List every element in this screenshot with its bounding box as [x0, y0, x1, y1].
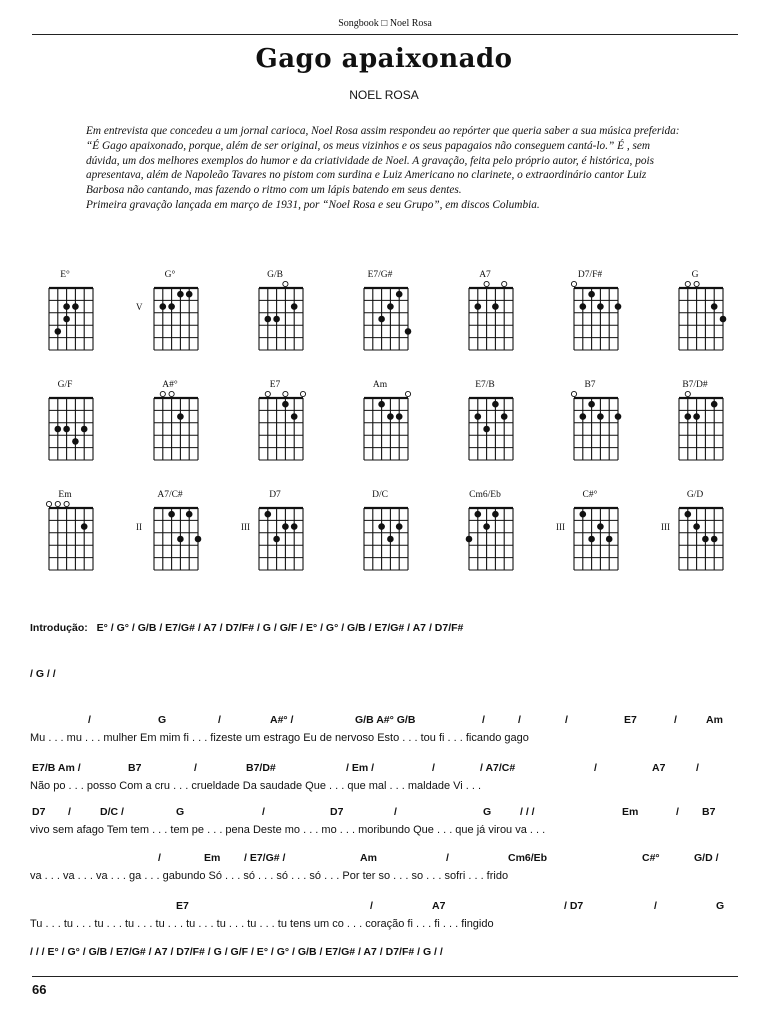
chord-grid	[150, 282, 202, 354]
finger-dot	[168, 303, 175, 310]
chord-symbol: /	[446, 852, 449, 864]
chord-name: C#°	[582, 490, 598, 500]
chord-diagram	[245, 380, 335, 480]
finger-dot	[387, 536, 394, 543]
finger-dot	[55, 328, 62, 335]
chord-symbol: /	[482, 714, 485, 726]
chord-symbol: / Em /	[346, 762, 375, 774]
running-head-text: Songbook □ Noel Rosa	[338, 18, 432, 29]
fret-position: V	[136, 302, 143, 312]
finger-dot	[282, 401, 289, 408]
chord-symbol: D/C /	[100, 806, 124, 818]
chord-symbol: D7	[330, 806, 344, 818]
open-string-marker	[169, 391, 174, 396]
finger-dot	[597, 303, 604, 310]
fret-position: III	[556, 522, 565, 532]
chord-name: A#°	[162, 380, 178, 390]
chord-grid	[570, 392, 622, 464]
finger-dot	[475, 413, 482, 420]
chord-grid	[675, 502, 727, 574]
chord-symbol: A#° /	[270, 714, 294, 726]
chord-name: Em	[58, 490, 72, 500]
chord-grid	[675, 392, 727, 464]
chord-symbol: Am	[360, 852, 377, 864]
chord-diagram	[245, 270, 335, 370]
chord-diagram	[136, 270, 230, 370]
chord-grid	[255, 392, 307, 464]
chord-diagram	[556, 490, 650, 590]
introducao-line-2: / G / /	[30, 668, 56, 680]
finger-dot	[186, 291, 193, 298]
chord-name: D/C	[372, 490, 388, 500]
introducao-chords: E° / G° / G/B / E7/G# / A7 / D7/F# / G / G/F / E° / G° / G/B / E7/G# / A7 / D7/F#	[96, 622, 464, 634]
chord-symbol: G	[716, 900, 725, 912]
open-string-marker	[502, 281, 507, 286]
open-string-marker	[160, 391, 165, 396]
chord-symbol: G/D /	[694, 852, 719, 864]
finger-dot	[483, 426, 490, 433]
chord-diagrams	[0, 270, 768, 590]
chord-grid	[255, 282, 307, 354]
finger-dot	[492, 401, 499, 408]
finger-dot	[81, 426, 88, 433]
finger-dot	[466, 536, 473, 543]
chord-grid	[465, 392, 517, 464]
chord-name: E7	[269, 380, 281, 390]
chord-name: B7/D#	[682, 380, 708, 390]
finger-dot	[693, 523, 700, 530]
fret-position: II	[136, 522, 142, 532]
chord-symbol: /	[696, 762, 699, 774]
chord-symbol: /	[594, 762, 597, 774]
finger-dot	[387, 413, 394, 420]
chord-diagram	[35, 380, 125, 480]
chord-symbol: / A7/C#	[480, 762, 516, 774]
chord-symbol: E7/B Am /	[32, 762, 81, 774]
chord-symbol: Cm6/Eb	[508, 852, 548, 864]
intro-recording-note: Primeira gravação lançada em março de 1931, por “Noel Rosa e seu Grupo”, em discos Columbia.	[86, 198, 540, 211]
chord-diagram	[661, 490, 755, 590]
finger-dot	[693, 413, 700, 420]
footer-rule	[32, 976, 738, 977]
finger-dot	[685, 511, 692, 518]
chord-symbol: G	[158, 714, 167, 726]
chord-name: D7	[269, 490, 281, 500]
chord-symbol: / E7/G# /	[244, 852, 286, 864]
chord-diagram	[350, 380, 440, 480]
finger-dot	[588, 401, 595, 408]
chord-symbol: /	[676, 806, 679, 818]
chord-name: G	[691, 270, 699, 280]
open-string-marker	[283, 391, 288, 396]
finger-dot	[588, 536, 595, 543]
chord-diagram	[455, 270, 545, 370]
chord-symbol: /	[370, 900, 373, 912]
finger-dot	[475, 303, 482, 310]
finger-dot	[282, 523, 289, 530]
finger-dot	[580, 511, 587, 518]
finger-dot	[702, 536, 709, 543]
chord-name: E°	[60, 270, 70, 280]
finger-dot	[177, 413, 184, 420]
finger-dot	[606, 536, 613, 543]
chord-diagram	[560, 380, 650, 480]
finger-dot	[291, 413, 298, 420]
chord-grid	[150, 392, 202, 464]
finger-dot	[63, 426, 70, 433]
open-string-marker	[685, 281, 690, 286]
chord-grid	[45, 282, 97, 354]
finger-dot	[291, 303, 298, 310]
chord-diagram	[665, 380, 755, 480]
chord-grid	[570, 282, 622, 354]
chord-symbol: Em	[204, 852, 221, 864]
chord-diagram	[560, 270, 650, 370]
chord-name: B7	[584, 380, 596, 390]
chord-symbol: / / /	[520, 806, 535, 818]
chord-grid	[465, 282, 517, 354]
finger-dot	[177, 291, 184, 298]
chord-grid	[45, 392, 97, 464]
finger-dot	[711, 536, 718, 543]
chord-symbol: G/B A#° G/B	[355, 714, 416, 726]
chord-diagram	[455, 380, 545, 480]
finger-dot	[483, 523, 490, 530]
finger-dot	[195, 536, 202, 543]
chord-grid	[465, 502, 517, 574]
finger-dot	[168, 511, 175, 518]
chord-name: G/F	[57, 380, 73, 390]
running-header	[32, 14, 738, 35]
open-string-marker	[46, 501, 51, 506]
chord-symbol: /	[88, 714, 91, 726]
finger-dot	[63, 316, 70, 323]
open-string-marker	[571, 281, 576, 286]
open-string-marker	[571, 391, 576, 396]
lyric-line: Não po . . . posso Com a cru . . . crueldade Da saudade Que . . . que mal . . . maldade Vi . . .	[30, 780, 482, 792]
open-string-marker	[694, 281, 699, 286]
finger-dot	[291, 523, 298, 530]
chord-diagram	[140, 380, 230, 480]
outro-line: / / / E° / G° / G/B / E7/G# / A7 / D7/F# / G / G/F / E° / G° / G/B / E7/G# / A7 / D7/F# / G / /	[30, 946, 443, 958]
chord-symbol: B7	[128, 762, 142, 774]
song-author: NOEL ROSA	[349, 88, 419, 102]
chord-diagram	[35, 270, 125, 370]
chord-diagram	[241, 490, 335, 590]
chord-symbol: /	[218, 714, 221, 726]
page-number: 66	[32, 982, 47, 997]
open-string-marker	[300, 391, 305, 396]
open-string-marker	[55, 501, 60, 506]
finger-dot	[492, 511, 499, 518]
chord-symbol: G	[483, 806, 492, 818]
finger-dot	[265, 511, 272, 518]
lyric-line: va . . . va . . . va . . . ga . . . gabundo Só . . . só . . . só . . . só . . . Por ter so . . . so . . . sofri . . . frido	[30, 870, 509, 882]
lyric-line: Tu . . . tu . . . tu . . . tu . . . tu . . . tu . . . tu . . . tu . . . tu tens um co . . . coração fi . . . fi . . . fingido	[30, 918, 494, 930]
finger-dot	[72, 303, 79, 310]
chord-symbol: /	[565, 714, 568, 726]
open-string-marker	[64, 501, 69, 506]
chord-name: Cm6/Eb	[469, 490, 501, 500]
finger-dot	[378, 316, 385, 323]
chord-grid	[360, 392, 412, 464]
chord-name: A7/C#	[157, 490, 183, 500]
chord-name: D7/F#	[577, 270, 603, 280]
finger-dot	[396, 413, 403, 420]
fret-position: III	[661, 522, 670, 532]
chord-symbol: /	[262, 806, 265, 818]
finger-dot	[265, 316, 272, 323]
chord-name: E7/G#	[367, 270, 393, 280]
finger-dot	[580, 413, 587, 420]
chord-symbol: /	[518, 714, 521, 726]
chord-grid	[150, 502, 202, 574]
finger-dot	[160, 303, 167, 310]
finger-dot	[685, 413, 692, 420]
intro-text	[86, 124, 686, 213]
finger-dot	[378, 523, 385, 530]
finger-dot	[588, 291, 595, 298]
intro-paragraph: Em entrevista que concedeu a um jornal carioca, Noel Rosa assim respondeu ao repórter que queria saber a sua música preferida: “É Gago apaixonado, porque, além de ser original, os meus vizinhos e os seus papagaios não conseguem cantá-lo.” É , sem dúvida, um dos melhores exemplos do humor e da criatividade de Noel. A gravação, feita pelo próprio autor, é histórica, pois apresentava, além de Napoleão Tavares no pistom com surdina e Luiz Americano no clarinete, o extraordinário cantor Luiz Barbosa não cantando, mas fazendo o ritmo com um lápis batendo em seus dentes.	[86, 125, 680, 197]
finger-dot	[597, 413, 604, 420]
finger-dot	[711, 303, 718, 310]
finger-dot	[81, 523, 88, 530]
finger-dot	[55, 426, 62, 433]
chord-symbol: E7	[176, 900, 189, 912]
chord-grid	[675, 282, 727, 354]
chord-symbol: /	[394, 806, 397, 818]
chord-symbol: C#°	[642, 852, 660, 864]
chord-symbol: Em	[622, 806, 639, 818]
chord-diagram	[136, 490, 230, 590]
finger-dot	[720, 316, 727, 323]
finger-dot	[186, 511, 193, 518]
finger-dot	[177, 536, 184, 543]
finger-dot	[615, 413, 622, 420]
song-title: Gago apaixonado	[255, 44, 513, 74]
chord-diagram	[455, 490, 545, 590]
chord-name: Am	[372, 380, 388, 390]
open-string-marker	[265, 391, 270, 396]
chord-symbol: A7	[652, 762, 666, 774]
finger-dot	[615, 303, 622, 310]
finger-dot	[711, 401, 718, 408]
finger-dot	[396, 291, 403, 298]
chord-diagram	[665, 270, 755, 370]
chord-grid	[570, 502, 622, 574]
chord-name: G/D	[686, 490, 704, 500]
finger-dot	[475, 511, 482, 518]
introducao-label: Introdução:	[30, 622, 88, 634]
chord-name: E7/B	[475, 380, 495, 390]
open-string-marker	[405, 391, 410, 396]
finger-dot	[580, 303, 587, 310]
chord-diagram	[350, 490, 440, 590]
chord-grid	[360, 282, 412, 354]
finger-dot	[378, 401, 385, 408]
chord-symbol: /	[194, 762, 197, 774]
finger-dot	[273, 316, 280, 323]
chord-symbol: E7	[624, 714, 637, 726]
lyric-line: vivo sem afago Tem tem . . . tem pe . . . pena Deste mo . . . mo . . . moribundo Que . . . que já virou va . . .	[30, 824, 546, 836]
lyric-line: Mu . . . mu . . . mulher Em mim fi . . . fizeste um estrago Eu de nervoso Esto . . . tou fi . . . ficando gago	[30, 732, 529, 744]
chord-symbol: / D7	[564, 900, 584, 912]
chord-name: G°	[164, 270, 176, 280]
chord-symbol: /	[432, 762, 435, 774]
chord-symbol: Am	[706, 714, 723, 726]
chord-symbol: D7	[32, 806, 46, 818]
chord-name: G/B	[267, 270, 283, 280]
finger-dot	[63, 303, 70, 310]
open-string-marker	[685, 391, 690, 396]
chord-name: A7	[479, 270, 491, 280]
open-string-marker	[484, 281, 489, 286]
chord-symbol: B7/D#	[246, 762, 276, 774]
chord-diagram	[35, 490, 125, 590]
finger-dot	[273, 536, 280, 543]
finger-dot	[396, 523, 403, 530]
chord-symbol: /	[654, 900, 657, 912]
chord-symbol: /	[158, 852, 161, 864]
finger-dot	[387, 303, 394, 310]
chord-symbol: B7	[702, 806, 716, 818]
chord-grid	[360, 502, 412, 574]
chord-symbol: /	[674, 714, 677, 726]
chord-grid	[255, 502, 307, 574]
finger-dot	[492, 303, 499, 310]
chord-symbol: A7	[432, 900, 446, 912]
chord-symbol: /	[68, 806, 71, 818]
finger-dot	[405, 328, 412, 335]
chord-diagram	[350, 270, 440, 370]
finger-dot	[597, 523, 604, 530]
chord-grid	[45, 502, 97, 574]
introducao-line	[30, 622, 463, 634]
finger-dot	[72, 438, 79, 445]
fret-position: III	[241, 522, 250, 532]
chord-symbol: G	[176, 806, 185, 818]
finger-dot	[501, 413, 508, 420]
open-string-marker	[283, 281, 288, 286]
